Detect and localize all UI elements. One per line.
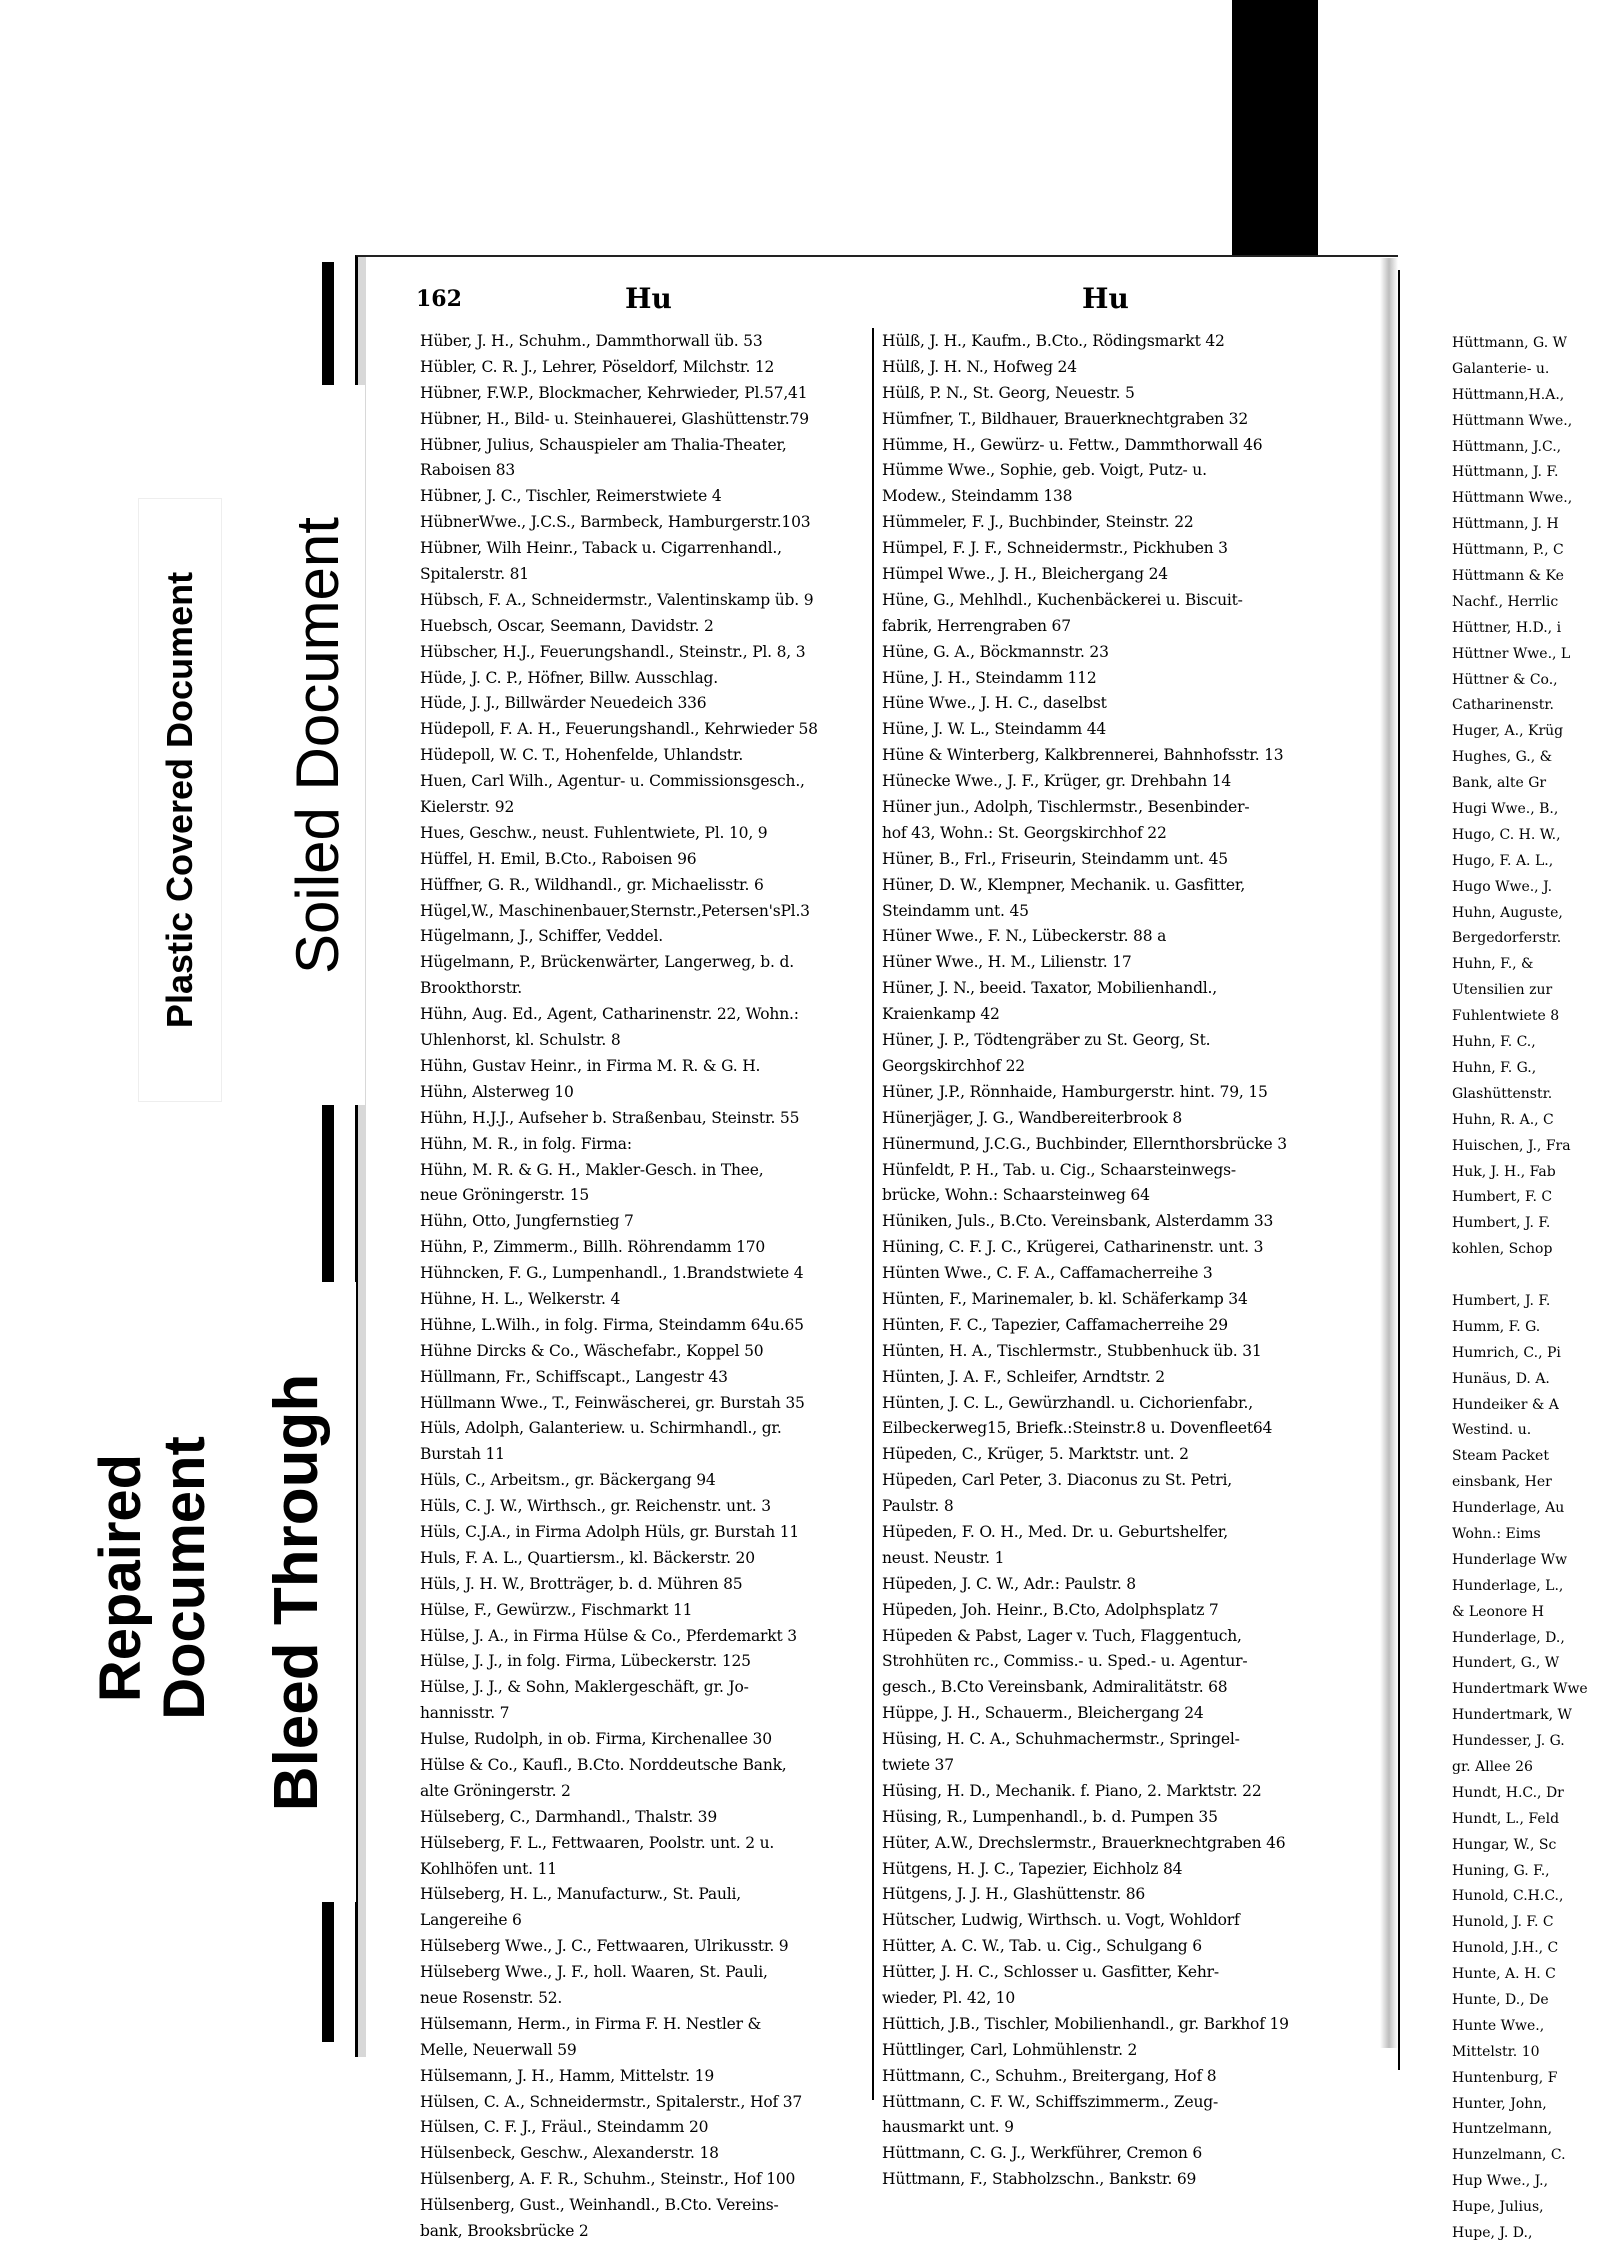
directory-entry: Hühne, H. L., Welkerstr. 4 <box>420 1289 621 1308</box>
directory-entry: Huischen, J., Fra <box>1452 1137 1571 1154</box>
directory-entry: Huntzelmann, <box>1452 2121 1553 2138</box>
directory-entry: Hütgens, H. J. C., Tapezier, Eichholz 84 <box>882 1859 1183 1878</box>
directory-entry: Georgskirchhof 22 <box>882 1056 1025 1075</box>
directory-entry: Hülse, J. J., & Sohn, Maklergeschäft, gr. Jo- <box>420 1678 749 1697</box>
directory-entry: Hübner, Wilh Heinr., Taback u. Cigarrenhandl., <box>420 539 782 558</box>
directory-entry: Hülseberg Wwe., J. C., Fettwaaren, Ulrikusstr. 9 <box>420 1937 789 1956</box>
directory-entry: Hühn, H.J.J., Aufseher b. Straßenbau, Steinstr. 55 <box>420 1108 800 1127</box>
directory-entry: Fuhlentwiete 8 <box>1452 1008 1560 1025</box>
entries-column-right <box>882 328 1330 2192</box>
directory-entry: Hüdepoll, F. A. H., Feuerungshandl., Kehrwieder 58 <box>420 720 818 739</box>
directory-entry: Hundertmark Wwe <box>1452 1681 1588 1698</box>
directory-entry: Paulstr. 8 <box>882 1497 954 1516</box>
directory-entry: Hüls, Adolph, Galanteriew. u. Schirmhandl., gr. <box>420 1419 782 1438</box>
column-divider <box>872 328 874 2100</box>
directory-entry: Hüne, J. H., Steindamm 112 <box>882 668 1097 687</box>
directory-entry: Hüttner & Co., <box>1452 671 1558 688</box>
directory-entry: Hühn, Alsterweg 10 <box>420 1082 574 1101</box>
directory-entry: Burstah 11 <box>420 1445 505 1464</box>
directory-entry: Hundeiker & A <box>1452 1396 1559 1413</box>
directory-entry: Mittelstr. 10 <box>1452 2043 1540 2060</box>
directory-entry: Raboisen 83 <box>420 461 516 480</box>
directory-entry: HübnerWwe., J.C.S., Barmbeck, Hamburgerstr.103 <box>420 513 811 532</box>
directory-entry: Hüttmann Wwe., <box>1452 490 1573 507</box>
directory-entry: Steindamm unt. 45 <box>882 901 1029 920</box>
directory-entry: Hügelmann, J., Schiffer, Veddel. <box>420 927 663 946</box>
directory-entry: Hümmeler, F. J., Buchbinder, Steinstr. 22 <box>882 513 1194 532</box>
directory-entry: Hüttmann,H.A., <box>1452 386 1565 403</box>
directory-entry: Hülß, P. N., St. Georg, Neuestr. 5 <box>882 383 1135 402</box>
directory-entry: Hühne, L.Wilh., in folg. Firma, Steindamm 64u.65 <box>420 1315 804 1334</box>
directory-entry: Hünten, H. A., Tischlermstr., Stubbenhuck üb. 31 <box>882 1341 1262 1360</box>
directory-entry: Hüner, J.P., Rönnhaide, Hamburgerstr. hint. 79, 15 <box>882 1082 1268 1101</box>
directory-entry: Hüner, B., Frl., Friseurin, Steindamm unt. 45 <box>882 849 1228 868</box>
directory-entry: Hülse, F., Gewürzw., Fischmarkt 11 <box>420 1600 693 1619</box>
directory-entry: Hüttmann, C. G. J., Werkführer, Cremon 6 <box>882 2144 1203 2163</box>
directory-entry: Spitalerstr. 81 <box>420 565 529 584</box>
scanner-backdrop-bar <box>1232 0 1318 255</box>
directory-entry: hausmarkt unt. 9 <box>882 2118 1014 2137</box>
directory-entry: Hüttmann & Ke <box>1452 568 1564 585</box>
directory-entry: alte Gröningerstr. 2 <box>420 1781 571 1800</box>
directory-entry: Huning, G. F., <box>1452 1862 1550 1879</box>
plastic-covered-text: Plastic Covered Document <box>159 571 201 1029</box>
directory-entry: Hunzelmann, C. <box>1452 2147 1566 2164</box>
directory-entry: Hühn, M. R. & G. H., Makler-Gesch. in Thee, <box>420 1160 764 1179</box>
directory-entry: Melle, Neuerwall 59 <box>420 2040 577 2059</box>
directory-entry: Strohhüten rc., Commiss.- u. Sped.- u. Agentur- <box>882 1652 1248 1671</box>
directory-entry: Hughes, G., & <box>1452 749 1553 766</box>
directory-entry: Hülseberg, C., Darmhandl., Thalstr. 39 <box>420 1807 717 1826</box>
directory-entry: Huger, A., Krüg <box>1452 723 1564 740</box>
soiled-document-label <box>270 385 365 1105</box>
directory-entry <box>1452 1262 1600 1288</box>
directory-entry: Huhn, R. A., C <box>1452 1111 1554 1128</box>
directory-entry: Huhn, Auguste, <box>1452 904 1563 921</box>
directory-entry: Hulse, Rudolph, in ob. Firma, Kirchenallee 30 <box>420 1730 772 1749</box>
directory-entry: Hunold, C.H.C., <box>1452 1888 1564 1905</box>
directory-entry: Huhn, F., & <box>1452 956 1534 973</box>
directory-entry: Hüttmann Wwe., <box>1452 412 1573 429</box>
directory-entry: Humbert, J. F. <box>1452 1292 1551 1309</box>
directory-entry: Hümpel Wwe., J. H., Bleichergang 24 <box>882 565 1168 584</box>
directory-entry: Hümpel, F. J. F., Schneidermstr., Pickhuben 3 <box>882 539 1228 558</box>
directory-entry: Hundertmark, W <box>1452 1707 1572 1724</box>
directory-entry: Hüls, C., Arbeitsm., gr. Bäckergang 94 <box>420 1471 716 1490</box>
directory-entry: gr. Allee 26 <box>1452 1758 1533 1775</box>
directory-entry: Hühncken, F. G., Lumpenhandl., 1.Brandstwiete 4 <box>420 1264 804 1283</box>
repaired-line-2: Document <box>152 1435 218 1720</box>
directory-entry: Hundert, G., W <box>1452 1655 1560 1672</box>
directory-entry: Huls, F. A. L., Quartiersm., kl. Bäckerstr. 20 <box>420 1548 755 1567</box>
directory-entry: Hüllmann Wwe., T., Feinwäscherei, gr. Burstah 35 <box>420 1393 805 1412</box>
directory-entry: Catharinenstr. <box>1452 697 1554 714</box>
directory-entry: Hues, Geschw., neust. Fuhlentwiete, Pl. 10, 9 <box>420 823 768 842</box>
directory-entry: Hülse & Co., Kaufl., B.Cto. Norddeutsche Bank, <box>420 1755 787 1774</box>
directory-entry: Hünermund, J.C.G., Buchbinder, Ellernthorsbrücke 3 <box>882 1134 1287 1153</box>
directory-entry: Modew., Steindamm 138 <box>882 487 1073 506</box>
directory-entry: Kohlhöfen unt. 11 <box>420 1859 557 1878</box>
directory-entry: neust. Neustr. 1 <box>882 1548 1005 1567</box>
directory-entry: Hünfeldt, P. H., Tab. u. Cig., Schaarsteinwegs- <box>882 1160 1236 1179</box>
directory-entry: Hünecke Wwe., J. F., Krüger, gr. Drehbahn 14 <box>882 772 1232 791</box>
repaired-document-label <box>58 1385 248 1770</box>
directory-entry: Hünten, J. C. L., Gewürzhandl. u. Cichorienfabr., <box>882 1393 1253 1412</box>
directory-entry: Hüttmann, C. F. W., Schiffszimmerm., Zeug- <box>882 2092 1219 2111</box>
book-gutter <box>1380 258 1398 2048</box>
directory-entry: Hütscher, Ludwig, Wirthsch. u. Vogt, Wohldorf <box>882 1911 1240 1930</box>
directory-entry: brücke, Wohn.: Schaarsteinweg 64 <box>882 1186 1150 1205</box>
directory-entry: Hübsch, F. A., Schneidermstr., Valentinskamp üb. 9 <box>420 590 814 609</box>
directory-entry: Hüttmann, J.C., <box>1452 438 1562 455</box>
directory-entry: kohlen, Schop <box>1452 1241 1553 1258</box>
directory-entry: Uhlenhorst, kl. Schulstr. 8 <box>420 1031 621 1050</box>
directory-entry: Hüsing, H. C. A., Schuhmachermstr., Springel- <box>882 1730 1240 1749</box>
directory-entry: Langereihe 6 <box>420 1911 522 1930</box>
plastic-covered-label <box>138 498 222 1102</box>
entries-column-left <box>420 328 868 2244</box>
repaired-document-text <box>89 1436 217 1720</box>
directory-entry: Hülsenberg, A. F. R., Schuhm., Steinstr., Hof 100 <box>420 2170 796 2189</box>
directory-entry: Hunter, John, <box>1452 2095 1547 2112</box>
directory-entry: Hühn, Otto, Jungfernstieg 7 <box>420 1212 634 1231</box>
directory-entry: Hügel,W., Maschinenbauer,Sternstr.,Petersen'sPl.3 <box>420 901 810 920</box>
directory-entry: Hühne Dircks & Co., Wäschefabr., Koppel 50 <box>420 1341 764 1360</box>
directory-entry: Hunderlage, Au <box>1452 1500 1565 1517</box>
directory-entry: Hülsemann, Herm., in Firma F. H. Nestler & <box>420 2014 762 2033</box>
directory-entry: Hüner, J. P., Tödtengräber zu St. Georg, St. <box>882 1031 1211 1050</box>
directory-entry: Hüning, C. F. J. C., Krügerei, Catharinenstr. unt. 3 <box>882 1238 1264 1257</box>
directory-entry: Hupe, J. D., <box>1452 2225 1533 2242</box>
directory-entry: Hüttmann, F., Stabholzschn., Bankstr. 69 <box>882 2170 1197 2189</box>
directory-entry: Hüttmann, J. F. <box>1452 464 1559 481</box>
directory-entry: Hülß, J. H., Kaufm., B.Cto., Rödingsmarkt 42 <box>882 332 1225 350</box>
directory-entry: Hugi Wwe., B., <box>1452 801 1559 818</box>
directory-entry: Hübler, C. R. J., Lehrer, Pöseldorf, Milchstr. 12 <box>420 357 775 376</box>
directory-entry: Hüls, C.J.A., in Firma Adolph Hüls, gr. Burstah 11 <box>420 1522 800 1541</box>
directory-entry: Wohn.: Eims <box>1452 1525 1541 1542</box>
directory-entry: Glashüttenstr. <box>1452 1085 1553 1102</box>
directory-entry: Hunold, J. F. C <box>1452 1914 1554 1931</box>
directory-entry: Bank, alte Gr <box>1452 775 1547 792</box>
entries-column-facing <box>1452 330 1600 2246</box>
directory-entry: Hüne Wwe., J. H. C., daselbst <box>882 694 1107 713</box>
directory-entry: Hundt, H.C., Dr <box>1452 1784 1564 1801</box>
directory-entry: Kraienkamp 42 <box>882 1005 1000 1024</box>
directory-entry: Huhn, F. G., <box>1452 1059 1537 1076</box>
directory-entry: Hünerjäger, J. G., Wandbereiterbrook 8 <box>882 1108 1182 1127</box>
directory-entry: Huk, J. H., Fab <box>1452 1163 1556 1180</box>
directory-entry: neue Gröningerstr. 15 <box>420 1186 590 1205</box>
directory-entry: Hüttmann, C., Schuhm., Breitergang, Hof 8 <box>882 2066 1217 2085</box>
directory-entry: Hup Wwe., J., <box>1452 2173 1549 2190</box>
directory-entry: Hüner Wwe., F. N., Lübeckerstr. 88 a <box>882 927 1167 946</box>
directory-entry: Hüde, J. J., Billwärder Neuedeich 336 <box>420 694 707 713</box>
directory-entry: neue Rosenstr. 52. <box>420 1989 563 2007</box>
directory-entry: Hüllmann, Fr., Schiffscapt., Langestr 43 <box>420 1367 728 1386</box>
directory-entry: Hüttner, H.D., i <box>1452 619 1562 636</box>
directory-entry: Hungar, W., Sc <box>1452 1836 1557 1853</box>
directory-entry: Hunte, D., De <box>1452 1992 1549 2008</box>
directory-entry: Hüpeden, F. O. H., Med. Dr. u. Geburtshelfer, <box>882 1522 1229 1541</box>
directory-entry: Hüpeden, J. C. W., Adr.: Paulstr. 8 <box>882 1574 1136 1593</box>
directory-entry: Huen, Carl Wilh., Agentur- u. Commissionsgesch., <box>420 772 805 791</box>
directory-entry: Hüne & Winterberg, Kalkbrennerei, Bahnhofsstr. 13 <box>882 746 1284 765</box>
directory-entry: Hüsing, H. D., Mechanik. f. Piano, 2. Marktstr. 22 <box>882 1781 1262 1800</box>
directory-entry: Hülse, J. A., in Firma Hülse & Co., Pferdemarkt 3 <box>420 1626 797 1645</box>
directory-entry: Hunold, J.H., C <box>1452 1940 1559 1957</box>
directory-entry: einsbank, Her <box>1452 1474 1552 1491</box>
directory-entry: Hüttner Wwe., L <box>1452 645 1571 662</box>
directory-entry: Brookthorstr. <box>420 979 523 998</box>
directory-entry: Hütter, A. C. W., Tab. u. Cig., Schulgang 6 <box>882 1937 1202 1956</box>
directory-entry: Hunte Wwe., <box>1452 2017 1545 2034</box>
directory-entry: Hundt, L., Feld <box>1452 1810 1560 1827</box>
directory-entry: Hüner, D. W., Klempner, Mechanik. u. Gasfitter, <box>882 875 1246 894</box>
directory-entry: Hüttmann, J. H <box>1452 516 1559 533</box>
directory-entry: Hüpeden, Joh. Heinr., B.Cto, Adolphsplatz 7 <box>882 1600 1219 1619</box>
directory-entry: Hühn, M. R., in folg. Firma: <box>420 1134 632 1153</box>
directory-entry: Hübner, H., Bild- u. Steinhauerei, Glashüttenstr.79 <box>420 409 809 428</box>
directory-entry: wieder, Pl. 42, 10 <box>882 1989 1015 2007</box>
directory-entry: & Leonore H <box>1452 1603 1545 1620</box>
directory-entry: Hunderlage, L., <box>1452 1577 1564 1594</box>
directory-entry: Hüner, J. N., beeid. Taxator, Mobilienhandl., <box>882 979 1218 998</box>
directory-entry: Bergedorferstr. <box>1452 930 1562 947</box>
directory-entry: Hüls, C. J. W., Wirthsch., gr. Reichenstr. unt. 3 <box>420 1497 771 1516</box>
directory-entry: Humbert, F. C <box>1452 1189 1553 1206</box>
directory-entry: Steam Packet <box>1452 1448 1549 1465</box>
directory-entry: Hüne, G. A., Böckmannstr. 23 <box>882 642 1109 661</box>
directory-entry: Hülseberg, H. L., Manufacturw., St. Pauli, <box>420 1885 741 1904</box>
directory-entry: Hülseberg, F. L., Fettwaaren, Poolstr. unt. 2 u. <box>420 1833 775 1852</box>
directory-entry: Hüne, G., Mehlhdl., Kuchenbäckerei u. Biscuit- <box>882 590 1243 609</box>
directory-entry: Hübner, F.W.P., Blockmacher, Kehrwieder, Pl.57,41 <box>420 383 808 402</box>
directory-entry: Hülse, J. J., in folg. Firma, Lübeckerstr. 125 <box>420 1652 751 1671</box>
directory-entry: Hünten, F. C., Tapezier, Caffamacherreihe 29 <box>882 1315 1228 1334</box>
directory-entry: fabrik, Herrengraben 67 <box>882 616 1071 635</box>
directory-entry: Hümme, H., Gewürz- u. Fettw., Dammthorwall 46 <box>882 435 1263 454</box>
directory-entry: Hugo Wwe., J. <box>1452 878 1553 895</box>
directory-entry: Hülß, J. H. N., Hofweg 24 <box>882 357 1077 376</box>
directory-entry: Galanterie- u. <box>1452 360 1550 377</box>
directory-entry: Hübner, Julius, Schauspieler am Thalia-Theater, <box>420 435 787 454</box>
directory-entry: Humbert, J. F. <box>1452 1215 1551 1232</box>
directory-entry: Hülsenbeck, Geschw., Alexanderstr. 18 <box>420 2144 719 2163</box>
page-number: 162 <box>416 286 462 312</box>
directory-entry: Hüniken, Juls., B.Cto. Vereinsbank, Alsterdamm 33 <box>882 1212 1274 1231</box>
directory-entry: Hugo, F. A. L., <box>1452 852 1554 869</box>
directory-entry: Hüttich, J.B., Tischler, Mobilienhandl., gr. Barkhof 19 <box>882 2014 1289 2033</box>
directory-entry: Nachf., Herrlic <box>1452 593 1559 610</box>
soiled-document-text: Soiled Document <box>284 516 352 974</box>
directory-entry: Hübner, J. C., Tischler, Reimerstwiete 4 <box>420 487 722 506</box>
running-head-right: Hu <box>1082 282 1129 315</box>
directory-entry: Hütgens, J. J. H., Glashüttenstr. 86 <box>882 1885 1146 1904</box>
directory-entry: Hüls, J. H. W., Brotträger, b. d. Mühren 85 <box>420 1574 743 1593</box>
directory-entry: Hüffel, H. Emil, B.Cto., Raboisen 96 <box>420 849 697 868</box>
directory-entry: Hüner jun., Adolph, Tischlermstr., Besenbinder- <box>882 798 1250 817</box>
directory-entry: Hüsing, R., Lumpenhandl., b. d. Pumpen 35 <box>882 1807 1218 1826</box>
directory-entry: hannisstr. 7 <box>420 1704 510 1723</box>
bleed-through-text: Bleed Through <box>262 1373 332 1811</box>
directory-entry: twiete 37 <box>882 1755 954 1774</box>
directory-entry: Hütter, J. H. C., Schlosser u. Gasfitter, Kehr- <box>882 1963 1219 1982</box>
directory-entry: Hünten Wwe., C. F. A., Caffamacherreihe 3 <box>882 1264 1213 1283</box>
directory-entry: bank, Brooksbrücke 2 <box>420 2222 589 2241</box>
running-head-left: Hu <box>625 282 672 315</box>
directory-entry: Huebsch, Oscar, Seemann, Davidstr. 2 <box>420 616 714 635</box>
directory-entry: Hüde, J. C. P., Höfner, Billw. Ausschlag. <box>420 668 718 687</box>
directory-entry: Hunäus, D. A. <box>1452 1370 1550 1387</box>
directory-entry: Hülsen, C. F. J., Fräul., Steindamm 20 <box>420 2118 709 2137</box>
directory-entry: Hülsenberg, Gust., Weinhandl., B.Cto. Vereins- <box>420 2196 779 2215</box>
directory-entry: Hüttlinger, Carl, Lohmühlenstr. 2 <box>882 2040 1138 2059</box>
directory-entry: Hunderlage, D., <box>1452 1629 1565 1646</box>
repaired-line-1: Repaired <box>88 1453 154 1702</box>
directory-entry: Hüpeden, C., Krüger, 5. Marktstr. unt. 2 <box>882 1445 1189 1464</box>
directory-entry: Huntenburg, F <box>1452 2069 1558 2086</box>
directory-entry: Hüner Wwe., H. M., Lilienstr. 17 <box>882 953 1132 972</box>
directory-entry: Utensilien zur <box>1452 982 1553 999</box>
directory-entry: Hünten, F., Marinemaler, b. kl. Schäferkamp 34 <box>882 1289 1248 1308</box>
directory-entry: Hühn, P., Zimmerm., Billh. Röhrendamm 170 <box>420 1238 766 1257</box>
directory-entry: Hühn, Aug. Ed., Agent, Catharinenstr. 22, Wohn.: <box>420 1005 799 1024</box>
directory-entry: Hülsemann, J. H., Hamm, Mittelstr. 19 <box>420 2066 714 2085</box>
directory-entry: Hühn, Gustav Heinr., in Firma M. R. & G. H. <box>420 1056 761 1075</box>
directory-entry: Hülseberg Wwe., J. F., holl. Waaren, St. Pauli, <box>420 1963 768 1982</box>
directory-entry: Hünten, J. A. F., Schleifer, Arndtstr. 2 <box>882 1367 1165 1386</box>
directory-entry: Hülsen, C. A., Schneidermstr., Spitalerstr., Hof 37 <box>420 2092 803 2111</box>
directory-entry: Hüppe, J. H., Schauerm., Bleichergang 24 <box>882 1704 1204 1723</box>
directory-entry: hof 43, Wohn.: St. Georgskirchhof 22 <box>882 823 1167 842</box>
bleed-through-label <box>238 1282 356 1902</box>
directory-entry: Hümme Wwe., Sophie, geb. Voigt, Putz- u. <box>882 461 1207 480</box>
directory-entry: Hüdepoll, W. C. T., Hohenfelde, Uhlandstr. <box>420 746 744 765</box>
directory-entry: Hüter, A.W., Drechslermstr., Brauerknechtgraben 46 <box>882 1833 1286 1852</box>
directory-entry: Hunte, A. H. C <box>1452 1966 1556 1983</box>
directory-entry: Kielerstr. 92 <box>420 798 515 817</box>
directory-entry: Hüttmann, G. W <box>1452 335 1568 351</box>
directory-entry: Hümfner, T., Bildhauer, Brauerknechtgraben 32 <box>882 409 1249 428</box>
directory-entry: gesch., B.Cto Vereinsbank, Admiralitätstr. 68 <box>882 1678 1228 1697</box>
directory-entry: Hügelmann, P., Brückenwärter, Langerweg, b. d. <box>420 953 794 972</box>
directory-entry: Humm, F. G. <box>1452 1318 1541 1335</box>
directory-entry: Hüffner, G. R., Wildhandl., gr. Michaelisstr. 6 <box>420 875 764 894</box>
directory-entry: Hüne, J. W. L., Steindamm 44 <box>882 720 1107 739</box>
directory-entry: Hupe, Julius, <box>1452 2199 1544 2216</box>
directory-entry: Hüber, J. H., Schuhm., Dammthorwall üb. 53 <box>420 332 763 350</box>
directory-entry: Huhn, F. C., <box>1452 1034 1536 1051</box>
directory-entry: Hüpeden & Pabst, Lager v. Tuch, Flaggentuch, <box>882 1626 1242 1645</box>
directory-entry: Hundesser, J. G. <box>1452 1733 1565 1750</box>
directory-entry: Westind. u. <box>1452 1422 1532 1439</box>
directory-entry: Hugo, C. H. W., <box>1452 826 1561 843</box>
directory-entry: Eilbeckerweg15, Briefk.:Steinstr.8 u. Dovenfleet64 <box>882 1419 1273 1438</box>
directory-entry: Hunderlage Ww <box>1452 1551 1568 1568</box>
directory-entry: Hüpeden, Carl Peter, 3. Diaconus zu St. Petri, <box>882 1471 1232 1490</box>
directory-entry: Humrich, C., Pi <box>1452 1344 1561 1361</box>
directory-entry: Hübscher, H.J., Feuerungshandl., Steinstr., Pl. 8, 3 <box>420 642 806 661</box>
directory-entry: Hüttmann, P., C <box>1452 542 1564 559</box>
